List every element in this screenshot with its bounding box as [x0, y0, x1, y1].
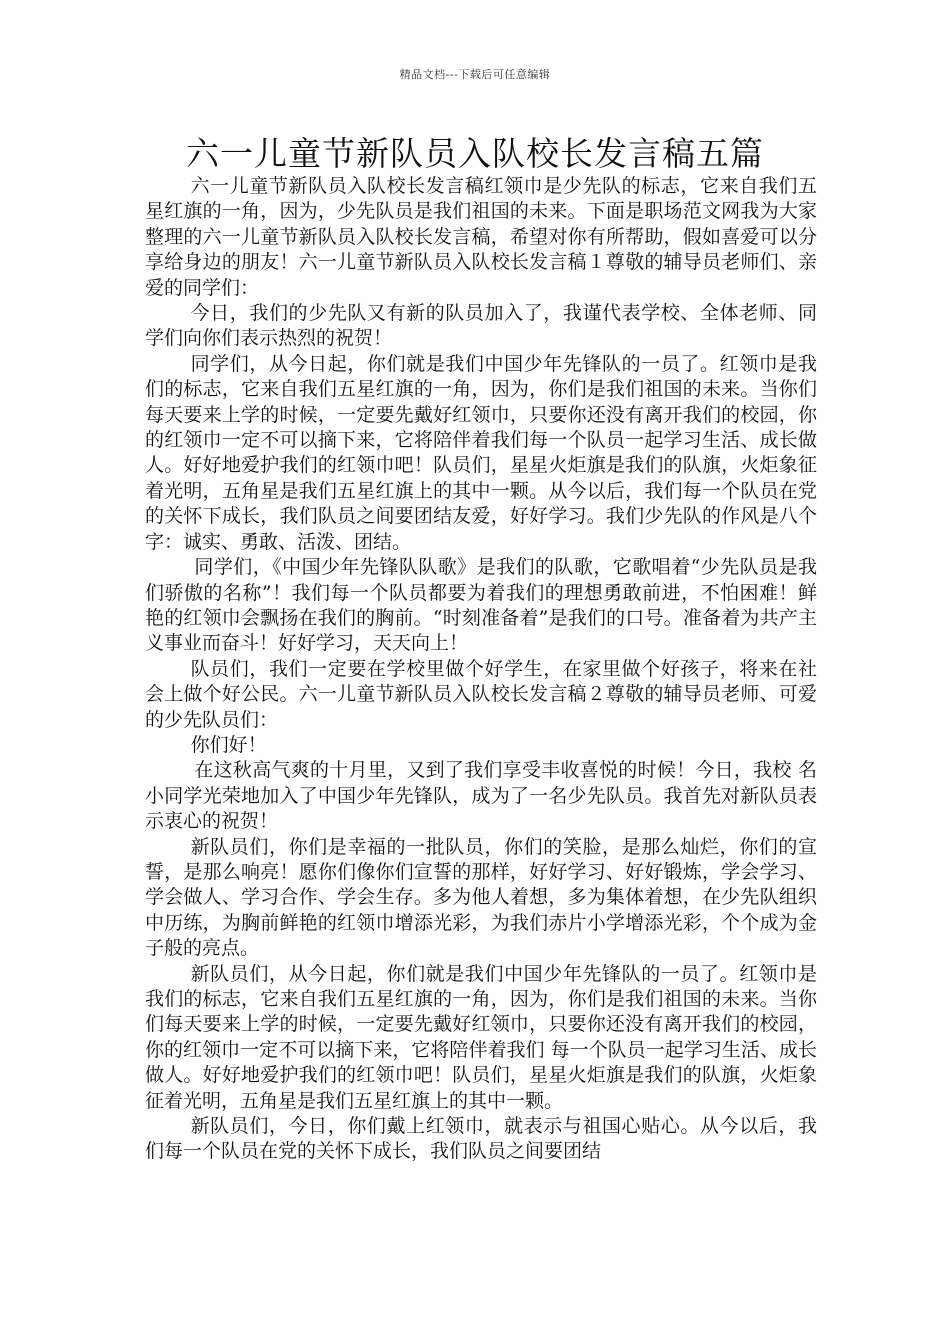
- paragraph-good-student: 队员们，我们一定要在学校里做个好学生，在家里做个好孩子，将来在社会上做个好公民。六一儿童节新队员入队校长发言稿２尊敬的辅导员老师、可爱的少先队员们：: [145, 657, 817, 731]
- paragraph-intro: 六一儿童节新队员入队校长发言稿红领巾是少先队的标志，它来自我们五星红旗的一角，因为，少先队员是我们祖国的未来。下面是职场范文网我为大家整理的六一儿童节新队员入队校长发言稿，希望对你有所帮助，假如喜爱可以分享给身边的朋友！六一儿童节新队员入队校长发言稿１尊敬的辅导员老师们、亲爱的同学们：: [145, 175, 817, 299]
- paragraph-welcome: 今日，我们的少先队又有新的队员加入了，我谨代表学校、全体老师、同学们向你们表示热烈的祝贺！: [145, 302, 817, 350]
- paragraph-red-scarf-2: 新队员们，从今日起，你们就是我们中国少年先锋队的一员了。红领巾是我们的标志，它来自我们五星红旗的一角，因为，你们是我们祖国的未来。当你们每天要来上学的时候，一定要先戴好红领巾，只要你还没有离开我们的校园，你的红领巾一定不可以摘下来，它将陪伴着我们 每一个队员一起学习生活、成长做人。好好地爱护我们的红领巾吧！队员们，星星火炬旗是我们的队旗，火炬象征着光明，五角星是我们五星红旗上的其中一颗。: [145, 962, 817, 1112]
- paragraph-red-scarf: 同学们，从今日起，你们就是我们中国少年先锋队的一员了。红领巾是我们的标志，它来自我们五星红旗的一角，因为，你们是我们祖国的未来。当你们每天要来上学的时候，一定要先戴好红领巾，只要你还没有离开我们的校园，你的红领巾一定不可以摘下来，它将陪伴着我们每一个队员一起学习生活、成长做人。好好地爱护我们的红领巾吧！队员们，星星火炬旗是我们的队旗，火炬象征着光明，五角星是我们五星红旗上的其中一颗。从今以后，我们每一个队员在党的关怀下成长，我们队员之间要团结友爱，好好学习。我们少先队的作风是八个字：诚实、勇敢、活泼、团结。: [145, 352, 817, 553]
- paragraph-greeting: 你们好！: [190, 733, 267, 756]
- document-title: 六一儿童节新队员入队校长发言稿五篇: [186, 134, 764, 173]
- page-header-note: 精品文档---下载后可任意编辑: [399, 68, 551, 81]
- paragraph-team-song: 同学们，《中国少年先锋队队歌》是我们的队歌，它歌唱着“少先队员是我们骄傲的名称”！我们每一个队员都要为着我们的理想勇敢前进，不怕困难！鲜艳的红领巾会飘扬在我们的胸前。“时刻准备着”是我们的口号。准备着为共产主义事业而奋斗！好好学习，天天向上！: [145, 556, 817, 655]
- paragraph-autumn: 在这秋高气爽的十月里，又到了我们享受丰收喜悦的时候！今日，我校 名小同学光荣地加入了中国少年先锋队，成为了一名少先队员。我首先对新队员表示衷心的祝贺！: [145, 759, 817, 833]
- document-body: [145, 174, 817, 1165]
- paragraph-closing: 新队员们，今日，你们戴上红领巾，就表示与祖国心贴心。从今以后，我们每一个队员在党的关怀下成长，我们队员之间要团结: [145, 1115, 817, 1163]
- paragraph-new-members: 新队员们，你们是幸福的一批队员，你们的笑脸，是那么灿烂，你们的宣誓，是那么响亮！愿你们像你们宣誓的那样，好好学习、好好锻炼，学会学习、学会做人、学习合作、学会生存。多为他人着想，多为集体着想，在少先队组织中历练，为胸前鲜艳的红领巾增添光彩，为我们赤片小学增添光彩，个个成为金子般的亮点。: [145, 835, 817, 960]
